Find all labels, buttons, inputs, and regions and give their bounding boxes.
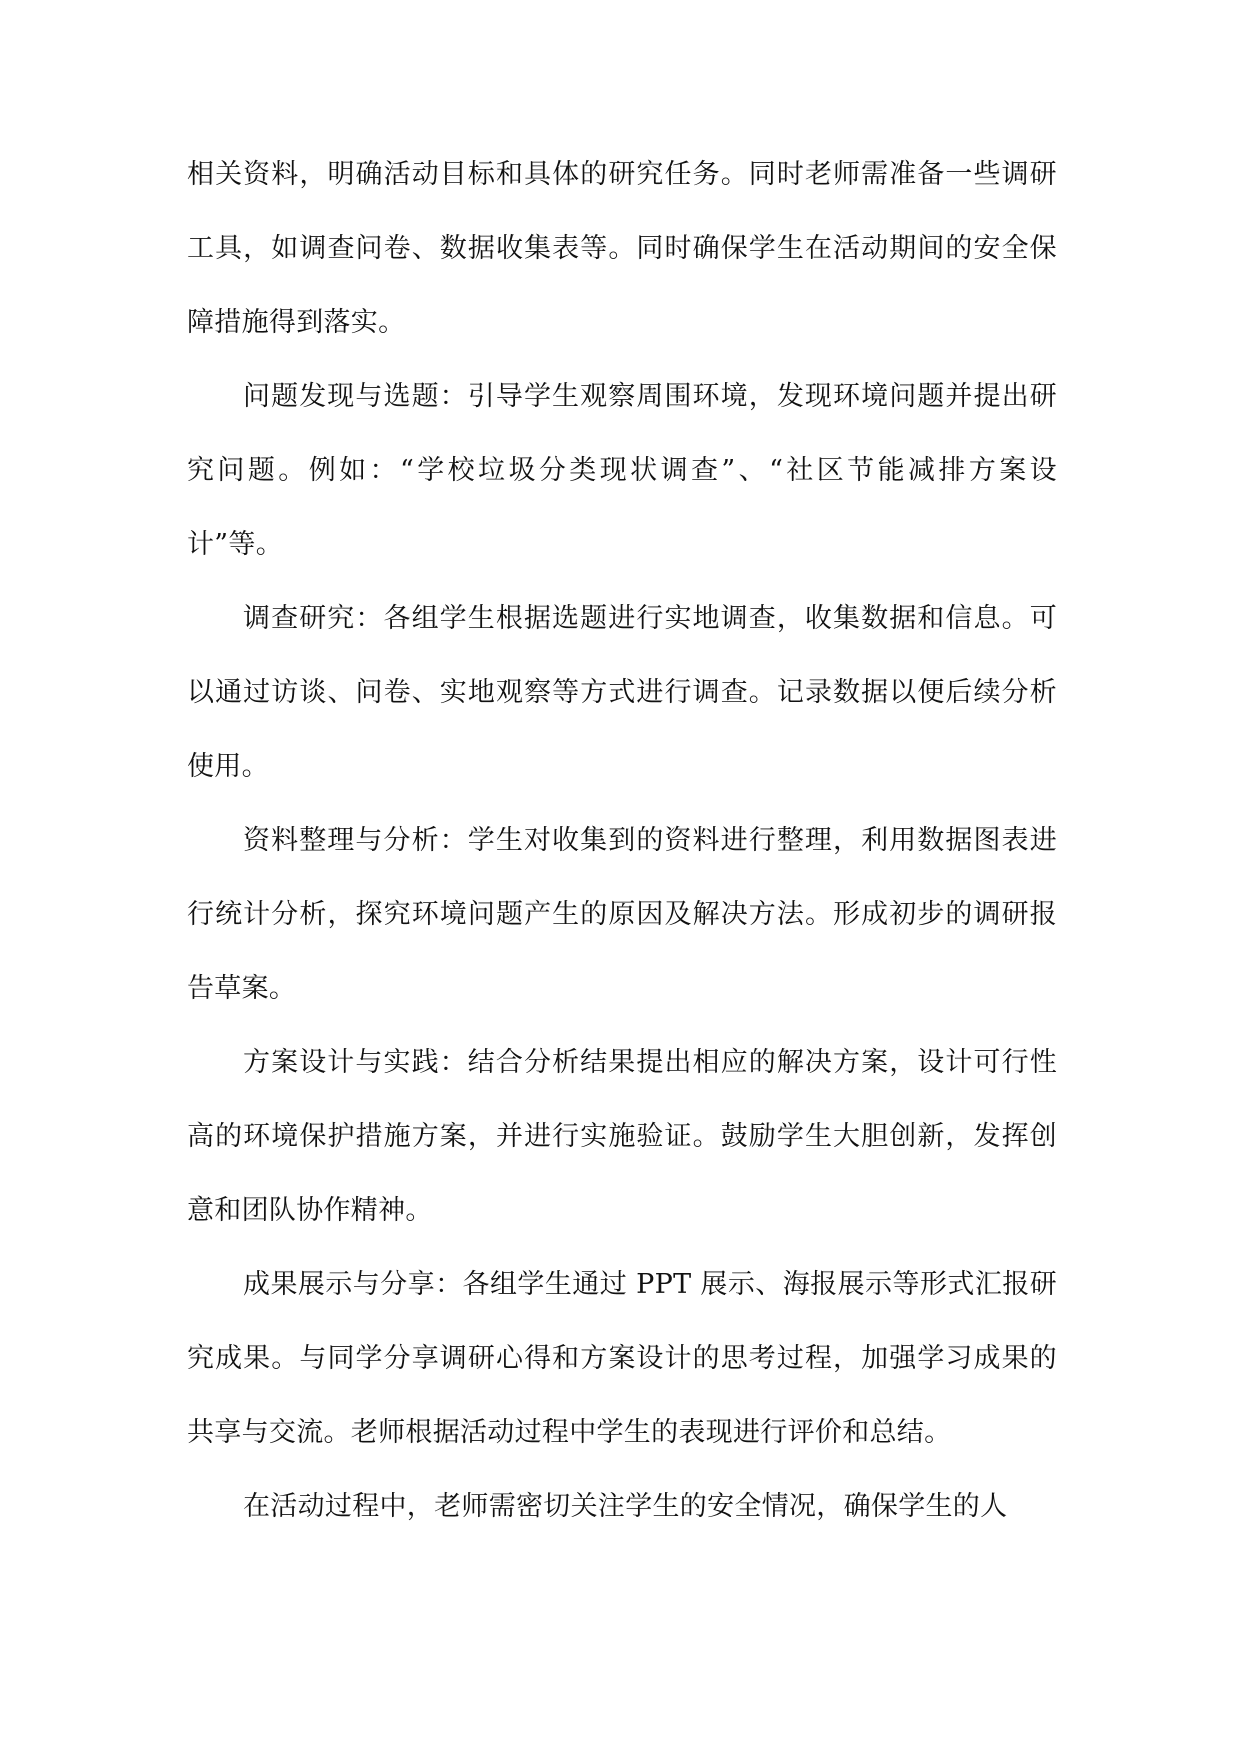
paragraph-continuation: 相关资料，明确活动目标和具体的研究任务。同时老师需准备一些调研工具，如调查问卷、数据收集表等。同时确保学生在活动期间的安全保障措施得到落实。 (187, 159, 1057, 338)
paragraph-safety-note: 在活动过程中，老师需密切关注学生的安全情况，确保学生的人 (243, 1491, 1008, 1522)
paragraph-results-sharing: 成果展示与分享：各组学生通过 PPT 展示、海报展示等形式汇报研究成果。与同学分享调研心得和方案设计的思考过程，加强学习成果的共享与交流。老师根据活动过程中学生的表现进行评价和总结。 (187, 1269, 1057, 1448)
paragraph-solution-design: 方案设计与实践：结合分析结果提出相应的解决方案，设计可行性高的环境保护措施方案，并进行实施验证。鼓励学生大胆创新，发挥创意和团队协作精神。 (187, 1047, 1057, 1226)
paragraph-problem-discovery: 问题发现与选题：引导学生观察周围环境，发现环境问题并提出研究问题。例如：“学校垃圾分类现状调查”、“社区节能减排方案设计”等。 (187, 381, 1057, 560)
paragraph-investigation: 调查研究：各组学生根据选题进行实地调查，收集数据和信息。可以通过访谈、问卷、实地观察等方式进行调查。记录数据以便后续分析使用。 (187, 603, 1057, 782)
document-body (187, 138, 1057, 1544)
paragraph-data-analysis: 资料整理与分析：学生对收集到的资料进行整理，利用数据图表进行统计分析，探究环境问题产生的原因及解决方法。形成初步的调研报告草案。 (187, 825, 1057, 1004)
